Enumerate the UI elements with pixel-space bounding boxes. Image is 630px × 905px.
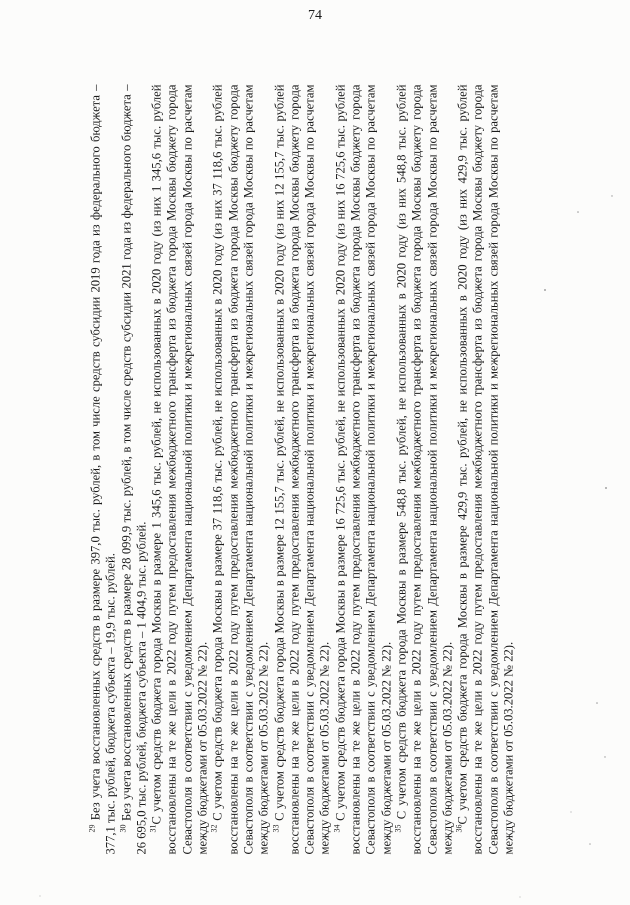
footnote-marker: 32: [209, 824, 219, 833]
footnote-text: С учетом средств бюджета города Москвы в размере 12 155,7 тыс. рублей, не использованных в 2020 году (из них 12 155,7 тыс. рублей восстановлены на те же цели в 2022 году путем предоставления межбюджетного трансферта из бюджета города Москвы бюджету города Севастополя в соответствии с уведомлением Департамента национальной политики и межрегиональных связей города Москвы по расчетам между бюджетами от 05.03.2022 № 22).: [272, 84, 332, 855]
footnote-marker: 31: [148, 824, 158, 833]
footnote-text: Без учета восстановленных средств в размере 397,0 тыс. рублей, в том числе средств субсидии 2019 года из федерального бюджета – 377,1 тыс. рублей, бюджета субъекта – 19,9 тыс. рублей.: [88, 84, 118, 855]
footnote-text: С учетом средств бюджета города Москвы в размере 37 118,6 тыс. рублей, не использованных в 2020 году (из них 37 118,6 тыс. рублей восстановлены на те же цели в 2022 году путем предоставления межбюджетного трансферта из бюджета города Москвы бюджету города Севастополя в соответствии с уведомлением Департамента национальной политики и межрегиональных связей города Москвы по расчетам между бюджетами от 05.03.2022 № 22).: [210, 84, 271, 855]
footnote-text: С учетом средств бюджета города Москвы в размере 1 345,6 тыс. рублей, не использованных в 2020 году (из них 1 345,6 тыс. рублей восстановлены на те же цели в 2022 году путем предоставления межбюджетного трансферта из бюджета города Москвы бюджету города Севастополя в соответствии с уведомлением Департамента национальной политики и межрегиональных связей города Москвы по расчетам между бюджетами от 05.03.2022 № 22).: [149, 84, 210, 855]
footnote-marker: 30: [118, 824, 128, 833]
footnote-text: С учетом средств бюджета города Москвы в размере 429,9 тыс. рублей, не использованных в 2020 году (из них 429,9 тыс. рублей восстановлены на те же цели в 2022 году путем предоставления межбюджетного трансферта из бюджета города Москвы бюджету города Севастополя в соответствии с уведомлением Департамента национальной политики и межрегиональных связей города Москвы по расчетам между бюджетами от 05.03.2022 № 22).: [455, 84, 516, 855]
footnote-marker: 35: [393, 824, 403, 833]
page-number: 74: [308, 8, 322, 23]
footnote-text: Без учета восстановленных средств в размере 28 099,9 тыс. рублей, в том числе средств субсидии 2021 года из федерального бюджета – 26 695,0 тыс. рублей, бюджета субъекта – 1 404,9 тыс. рублей.: [119, 84, 149, 855]
footnote-marker: 36: [454, 824, 464, 833]
footnote-marker: 34: [332, 824, 342, 833]
footnote-text: С учетом средств бюджета города Москвы в размере 548,8 тыс. рублей, не использованных в 2020 году (из них 548,8 тыс. рублей восстановлены на те же цели в 2022 году путем предоставления межбюджетного трансферта из бюджета города Москвы бюджету города Севастополя в соответствии с уведомлением Департамента национальной политики и межрегиональных связей города Москвы по расчетам между бюджетами от 05.03.2022 № 22).: [394, 84, 455, 855]
footnote-text: С учетом средств бюджета города Москвы в размере 16 725,6 тыс. рублей, не использованных в 2020 году (из них 16 725,6 тыс. рублей восстановлены на те же цели в 2022 году путем предоставления межбюджетного трансферта из бюджета города Москвы бюджету города Севастополя в соответствии с уведомлением Департамента национальной политики и межрегиональных связей города Москвы по расчетам между бюджетами от 05.03.2022 № 22).: [333, 84, 394, 855]
footnote-marker: 33: [271, 824, 281, 833]
footnote-marker: 29: [87, 824, 97, 833]
